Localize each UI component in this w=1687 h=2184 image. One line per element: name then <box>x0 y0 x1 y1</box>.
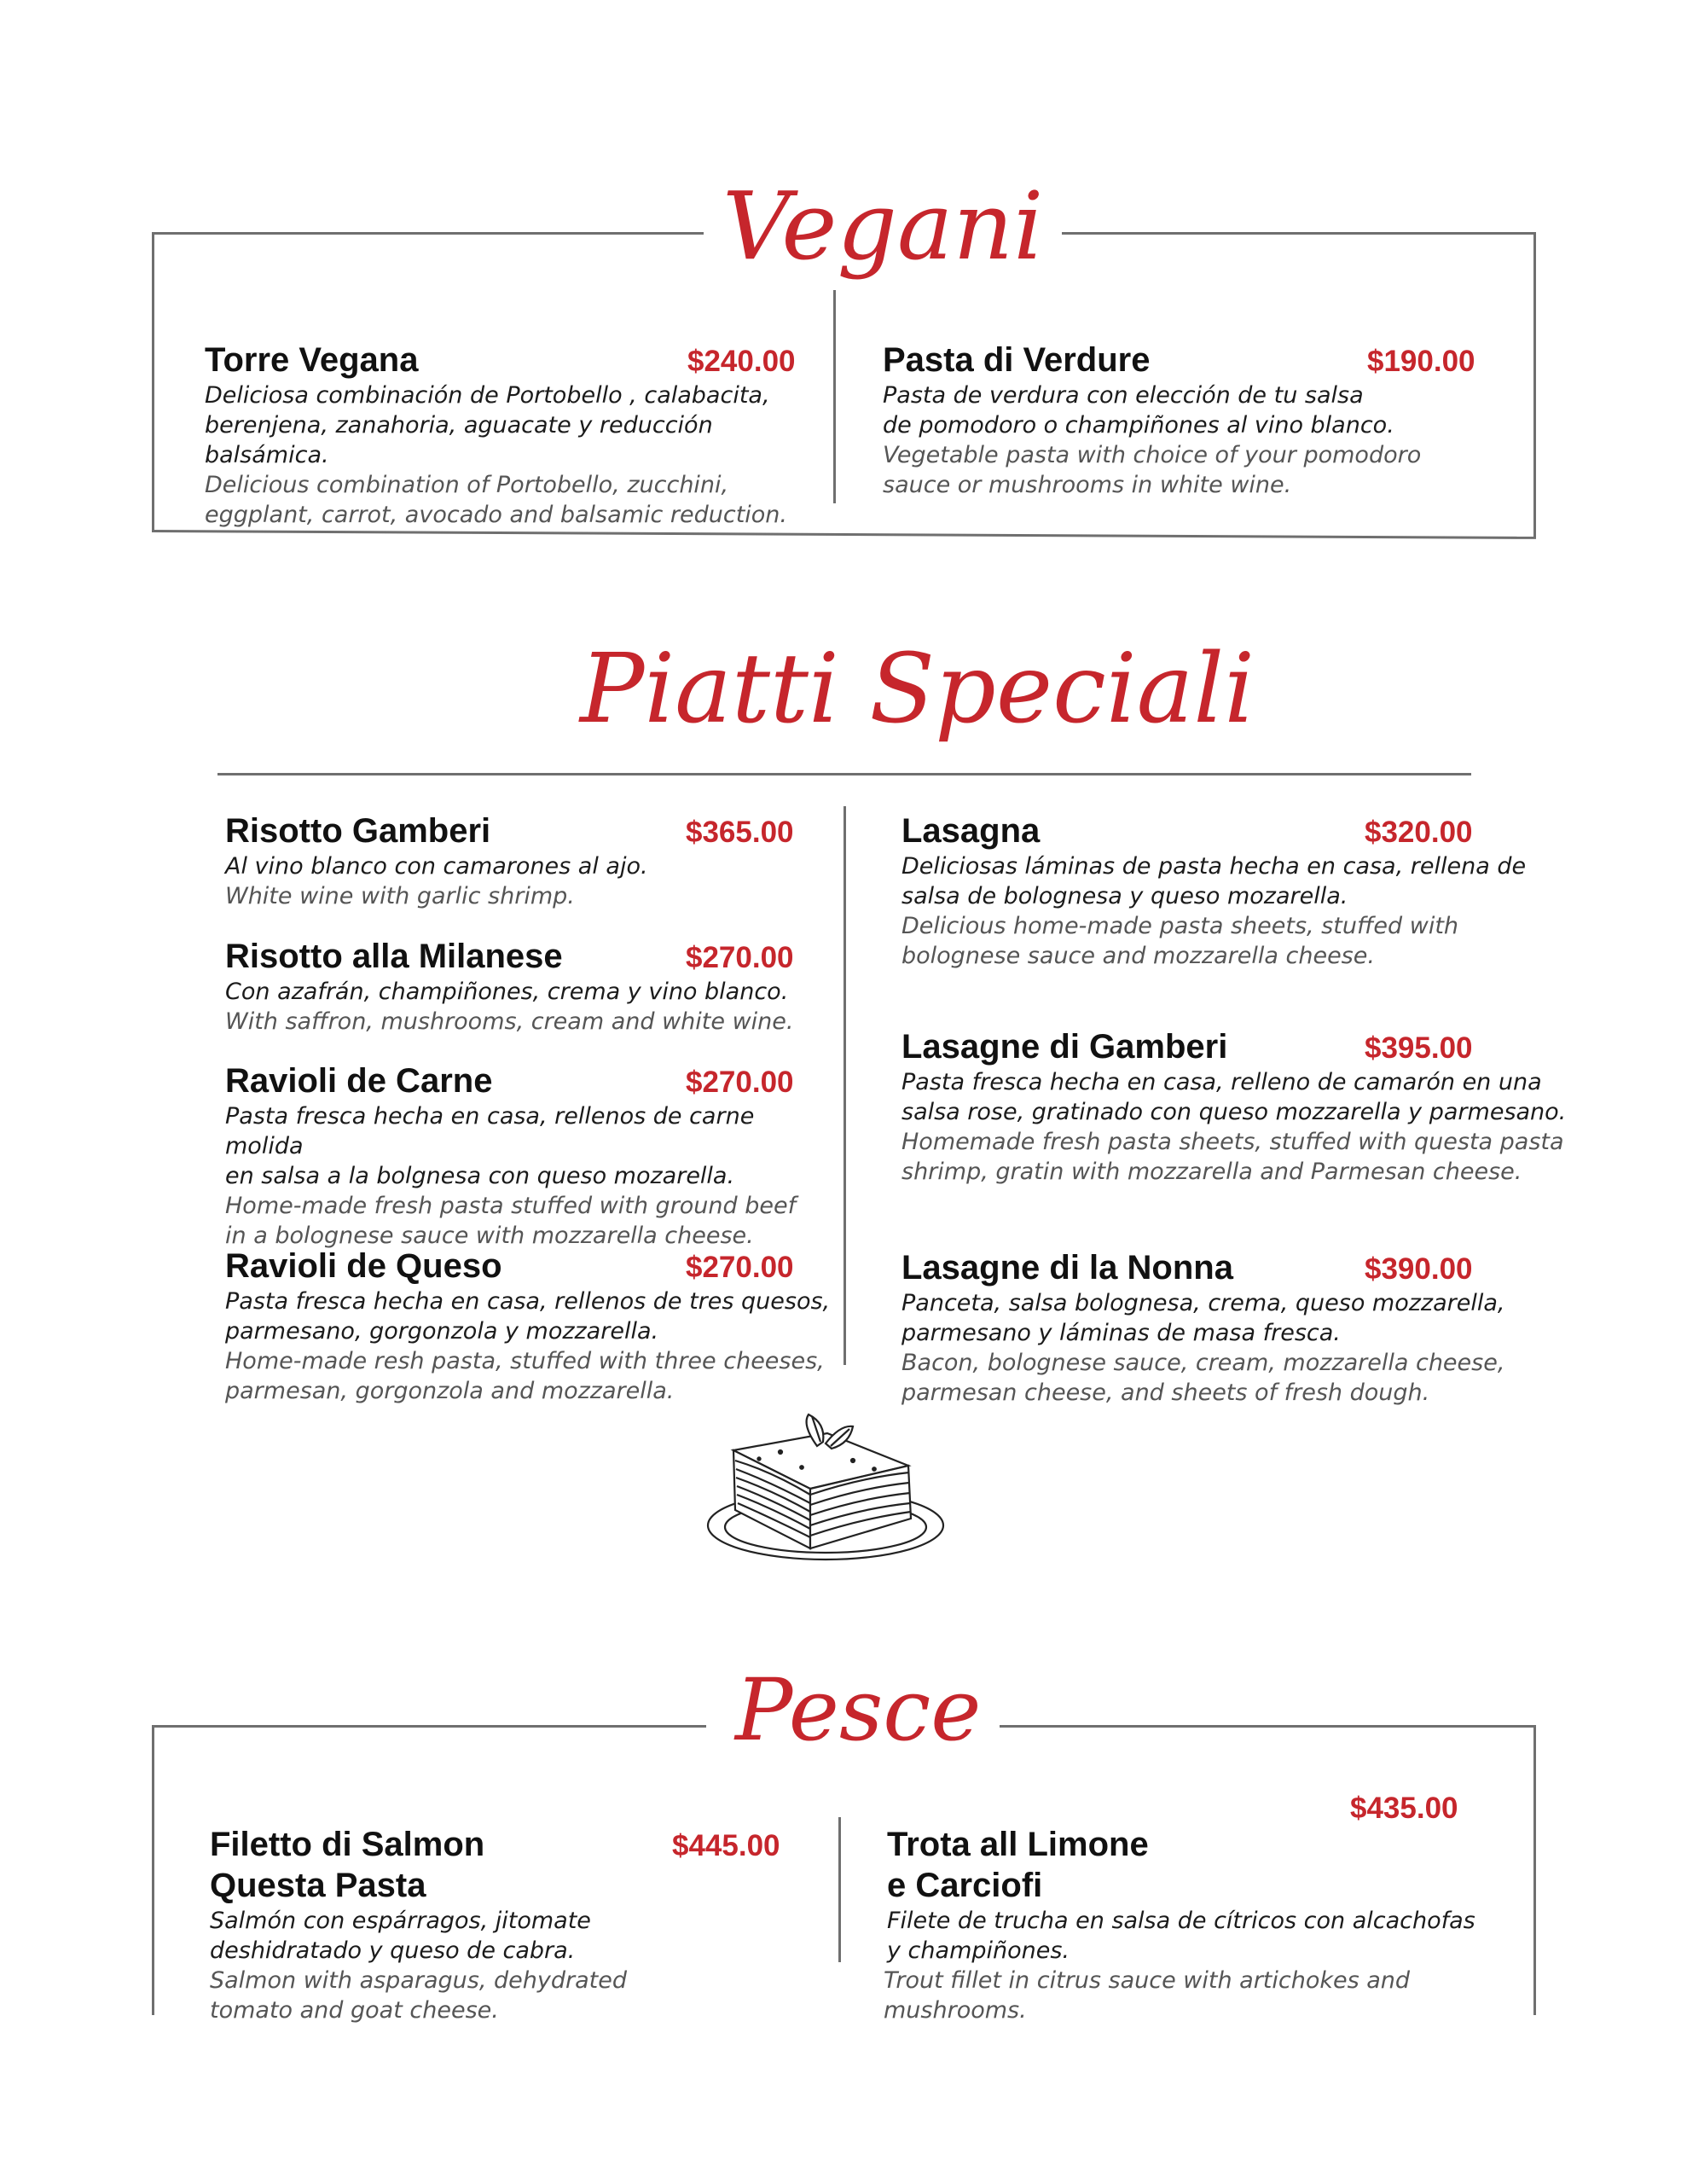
item-name: Lasagna <box>901 812 1041 850</box>
item-name: Torre Vegana <box>205 341 419 379</box>
item-name: Lasagne di la Nonna <box>901 1249 1233 1287</box>
speciali-rule <box>217 773 1471 775</box>
item-name: Filetto di Salmon Questa Pasta <box>210 1826 485 1904</box>
item-description-en: Delicious home-made pasta sheets, stuffed with bolognese sauce and mozzarella cheese. <box>901 913 1459 969</box>
menu-item-lasagna <box>901 810 1567 971</box>
item-name: Ravioli de Queso <box>225 1247 502 1285</box>
item-description-es: Filete de trucha en salsa de cítricos con alcachofas y champiñones. <box>887 1908 1475 1964</box>
pesce-title: Pesce <box>716 1668 1000 1753</box>
menu-item-filetto-di-salmon <box>210 1824 824 2025</box>
speciali-title: Piatti Speciali <box>580 634 1255 745</box>
menu-item-lasagne-di-gamberi <box>901 1026 1584 1187</box>
item-description-en: Delicious combination of Portobello, zucchini, eggplant, carrot, avocado and balsamic reduction. <box>205 472 787 528</box>
menu-item-pasta-di-verdure <box>883 340 1497 500</box>
item-description-en: Vegetable pasta with choice of your pomodoro sauce or mushrooms in white wine. <box>883 442 1422 498</box>
lasagna-illustration <box>699 1399 947 1570</box>
item-description-en: White wine with garlic shrimp. <box>225 883 575 909</box>
item-price: $190.00 <box>1367 345 1475 378</box>
vegani-frame-right <box>1533 232 1536 537</box>
item-description-es: Pasta de verdura con elección de tu salsa de pomodoro o champiñones al vino blanco. <box>883 382 1394 439</box>
menu-item-torre-vegana <box>205 340 819 530</box>
item-price: $270.00 <box>686 1066 794 1099</box>
item-name: Pasta di Verdure <box>883 341 1151 379</box>
menu-item-risotto-gamberi <box>225 810 822 911</box>
menu-item-ravioli-de-carne <box>225 1060 839 1251</box>
item-description-es: Pasta fresca hecha en casa, rellenos de tres quesos, parmesano, gorgonzola y mozzarella. <box>225 1288 831 1345</box>
item-description-en: Bacon, bolognese sauce, cream, mozzarella cheese, parmesan cheese, and sheets of fresh dough. <box>901 1350 1505 1406</box>
item-description-en: Home-made resh pasta, stuffed with three cheeses, parmesan, gorgonzola and mozzarella. <box>225 1348 825 1404</box>
item-price: $395.00 <box>1365 1031 1473 1065</box>
item-name: Risotto Gamberi <box>225 812 491 850</box>
item-price: $390.00 <box>1365 1252 1473 1286</box>
item-name: Trota all Limone e Carciofi <box>887 1826 1149 1904</box>
item-description-es: Deliciosa combinación de Portobello , calabacita, berenjena, zanahoria, aguacate y reducción balsámica. <box>205 382 770 468</box>
item-name: Lasagne di Gamberi <box>901 1028 1228 1066</box>
item-price: $365.00 <box>686 816 794 849</box>
menu-item-ravioli-de-queso <box>225 1246 839 1406</box>
item-description-en: With saffron, mushrooms, cream and white wine. <box>225 1008 794 1035</box>
vegani-title: Vegani <box>704 179 1062 273</box>
pesce-frame-left <box>152 1725 154 2015</box>
item-description-es: Panceta, salsa bolognesa, crema, queso mozzarella, parmesano y láminas de masa fresca. <box>901 1290 1505 1346</box>
vegani-frame-bottom <box>152 530 1536 539</box>
vegani-frame-left <box>152 232 154 531</box>
item-price: $445.00 <box>672 1829 780 1862</box>
item-description-en: Home-made fresh pasta stuffed with ground beef in a bolognese sauce with mozzarella cheese. <box>225 1193 797 1249</box>
pesce-column-divider <box>838 1817 841 1962</box>
item-name: Risotto alla Milanese <box>225 938 563 975</box>
menu-item-trota-all-limone <box>884 1792 1527 2025</box>
menu-item-lasagne-di-la-nonna <box>901 1247 1567 1408</box>
item-description-es: Pasta fresca hecha en casa, relleno de camarón en una salsa rose, gratinado con queso mozzarella y parmesano. <box>901 1069 1567 1125</box>
item-price: $270.00 <box>686 1251 794 1284</box>
item-description-es: Salmón con espárragos, jitomate deshidratado y queso de cabra. <box>210 1908 591 1964</box>
pesce-frame-top-right <box>959 1725 1536 1728</box>
item-price: $240.00 <box>687 345 796 378</box>
vegani-frame-top-left <box>152 232 706 235</box>
item-price: $435.00 <box>1350 1792 1458 1825</box>
item-description-es: Pasta fresca hecha en casa, rellenos de carne molida en salsa a la bolgnesa con queso mozarella. <box>225 1103 755 1189</box>
menu-item-risotto-alla-milanese <box>225 936 822 1037</box>
vegani-column-divider <box>833 290 836 503</box>
item-price: $270.00 <box>686 941 794 974</box>
item-description-en: Trout fillet in citrus sauce with artichokes and mushrooms. <box>884 1967 1411 2024</box>
item-description-es: Deliciosas láminas de pasta hecha en casa, rellena de salsa de bolognesa y queso mozarella. <box>901 853 1527 909</box>
item-description-es: Al vino blanco con camarones al ajo. <box>225 853 648 880</box>
pesce-frame-top-left <box>152 1725 706 1728</box>
item-price: $320.00 <box>1365 816 1473 849</box>
speciali-column-divider <box>844 806 846 1365</box>
item-description-en: Homemade fresh pasta sheets, stuffed with questa pasta shrimp, gratin with mozzarella and Parmesan cheese. <box>901 1129 1564 1185</box>
item-description-es: Con azafrán, champiñones, crema y vino blanco. <box>225 979 789 1005</box>
item-description-en: Salmon with asparagus, dehydrated tomato and goat cheese. <box>210 1967 627 2024</box>
item-name: Ravioli de Carne <box>225 1062 493 1100</box>
pesce-frame-right <box>1533 1725 1536 2015</box>
